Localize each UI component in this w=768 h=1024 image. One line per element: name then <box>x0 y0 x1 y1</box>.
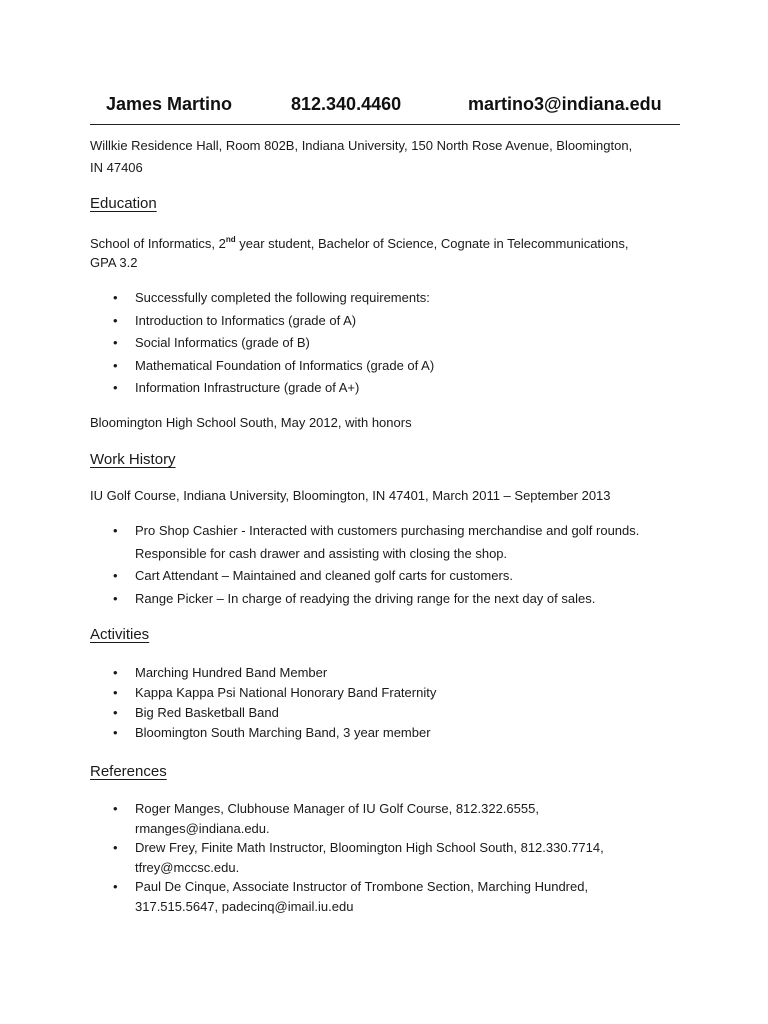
list-item <box>90 838 604 858</box>
applicant-phone: 812.340.4460 <box>291 94 402 114</box>
bullet-glyph: • <box>113 568 118 583</box>
list-item-text: Introduction to Informatics (grade of A) <box>135 312 357 328</box>
references-bullet-list <box>90 799 604 916</box>
bullet-glyph: • <box>113 380 118 395</box>
list-item-text: Big Red Basketball Band <box>135 705 279 720</box>
references-heading: References <box>90 763 167 780</box>
bullet-glyph: • <box>113 290 118 305</box>
list-item-continuation <box>90 858 604 878</box>
applicant-name: James Martino <box>106 94 233 114</box>
education-heading: Education <box>90 195 157 212</box>
address-line-2: IN 47406 <box>90 160 143 175</box>
list-item <box>90 332 434 355</box>
list-item <box>90 588 639 611</box>
list-item-text: Successfully completed the following requirements: <box>135 290 430 305</box>
education-program-superscript: nd <box>225 235 236 244</box>
applicant-email: martino3@indiana.edu <box>468 94 662 114</box>
activities-heading: Activities <box>90 626 150 643</box>
bullet-glyph: • <box>113 357 118 373</box>
education-gpa: GPA 3.2 <box>90 255 138 270</box>
list-item-text: Range Picker – In charge of readying the driving range for the next day of sales. <box>135 590 596 606</box>
list-item-text: Drew Frey, Finite Math Instructor, Bloomington High School South, 812.330.7714, <box>135 840 604 855</box>
list-item <box>90 565 639 588</box>
list-item-text: Social Informatics (grade of B) <box>135 335 310 350</box>
bullet-glyph: • <box>113 725 118 740</box>
list-item <box>90 520 639 543</box>
list-item-text: Marching Hundred Band Member <box>135 665 328 680</box>
work-employer: IU Golf Course, Indiana University, Bloomington, IN 47401, March 2011 – September 2013 <box>90 488 611 503</box>
list-item-text: Paul De Cinque, Associate Instructor of Trombone Section, Marching Hundred, <box>135 879 589 894</box>
list-item <box>90 355 434 378</box>
bullet-glyph: • <box>113 685 118 700</box>
education-bullet-list <box>90 287 434 400</box>
high-school-line: Bloomington High School South, May 2012, with honors <box>90 415 412 430</box>
resume-header <box>90 92 680 125</box>
list-item <box>90 310 434 333</box>
list-item <box>90 703 436 723</box>
list-item-text: Information Infrastructure (grade of A+) <box>135 380 360 395</box>
bullet-glyph: • <box>113 801 118 816</box>
education-program-prefix: School of Informatics, 2 <box>90 236 226 251</box>
list-item <box>90 287 434 310</box>
bullet-glyph: • <box>113 335 118 350</box>
list-item-text: Pro Shop Cashier - Interacted with customers purchasing merchandise and golf rounds. <box>135 523 640 538</box>
address-line-1: Willkie Residence Hall, Room 802B, Indiana University, 150 North Rose Avenue, Bloomington, <box>90 138 633 153</box>
list-item-continuation <box>90 543 639 566</box>
list-item-text: Roger Manges, Clubhouse Manager of IU Golf Course, 812.322.6555, <box>135 801 539 816</box>
list-item <box>90 663 436 683</box>
list-item-continuation <box>90 819 604 839</box>
bullet-glyph: • <box>113 665 118 680</box>
list-item-text: 317.515.5647, padecinq@imail.iu.edu <box>135 898 354 914</box>
bullet-glyph: • <box>113 705 118 720</box>
work-history-heading: Work History <box>90 451 176 468</box>
list-item <box>90 683 436 703</box>
education-program-suffix: year student, Bachelor of Science, Cognate in Telecommunications, <box>235 236 629 251</box>
bullet-glyph: • <box>113 312 118 328</box>
bullet-glyph: • <box>113 879 118 894</box>
list-item <box>90 723 436 743</box>
list-item-text: Cart Attendant – Maintained and cleaned golf carts for customers. <box>135 568 513 583</box>
list-item-text: Mathematical Foundation of Informatics (grade of A) <box>135 357 435 373</box>
list-item-text: Bloomington South Marching Band, 3 year member <box>135 725 431 740</box>
list-item-continuation <box>90 897 604 917</box>
list-item <box>90 877 604 897</box>
bullet-glyph: • <box>113 523 118 538</box>
list-item-text: Kappa Kappa Psi National Honorary Band Fraternity <box>135 685 437 700</box>
list-item-text: Responsible for cash drawer and assisting with closing the shop. <box>135 545 508 561</box>
activities-bullet-list <box>90 663 436 743</box>
bullet-glyph: • <box>113 590 118 606</box>
list-item <box>90 377 434 400</box>
bullet-glyph: • <box>113 840 118 855</box>
list-item-text: tfrey@mccsc.edu. <box>135 859 240 875</box>
work-bullet-list <box>90 520 639 610</box>
list-item-text: rmanges@indiana.edu. <box>135 820 270 836</box>
list-item <box>90 799 604 819</box>
